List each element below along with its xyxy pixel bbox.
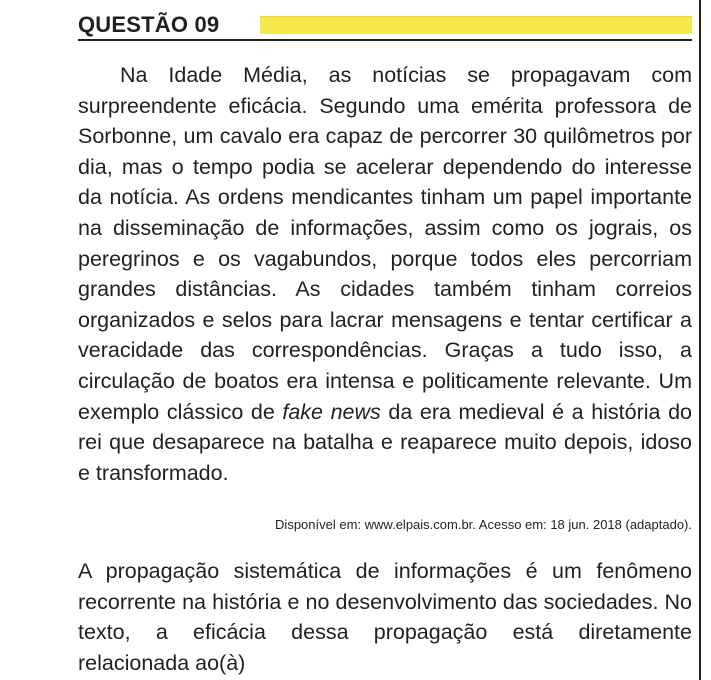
passage-italic-fake: fake: [282, 399, 324, 424]
passage-paragraph: [78, 60, 692, 488]
question-header-underline: [78, 39, 692, 41]
question-stem: A propagação sistemática de informações é um fenômeno recorrente na história e no desenvolvimento das sociedades. No texto, a eficácia dessa propagação está diretamente relacionada ao(à): [78, 559, 692, 675]
question-header: [78, 8, 692, 42]
passage-space: [323, 400, 331, 424]
page-right-border: [699, 0, 701, 680]
passage-body: Na Idade Média, as notícias se propagavam com surpreendente eficácia. Segundo uma emérita professora de Sorbonne, um cavalo era capaz de percorrer 30 quilômetros por dia, mas o tempo podia se acelerar dependendo do interesse da notícia. As ordens mendicantes tinham um papel importante na disseminação de informações, assim como os jograis, os peregrinos e os vagabundos, porque todos eles percorriam grandes distâncias. As cidades também tinham correios organizados e selos para lacrar mensagens e tentar certificar a veracidade das correspondências. Graças a tudo isso, a circulação de boatos era intensa e politicamente relevante. Um exemplo clássico de: [78, 63, 692, 424]
passage-italic-news: news: [330, 399, 381, 424]
question-highlight-bar: [260, 16, 692, 34]
question-title: QUESTÃO 09: [78, 12, 220, 37]
passage-body-end: da era medieval é a história do rei que desaparece na batalha e reaparece muito depois, idoso e transformado.: [78, 399, 692, 485]
passage-text: [78, 60, 692, 488]
source-citation: Disponível em: www.elpais.com.br. Acesso em: 18 jun. 2018 (adaptado).: [275, 517, 692, 532]
